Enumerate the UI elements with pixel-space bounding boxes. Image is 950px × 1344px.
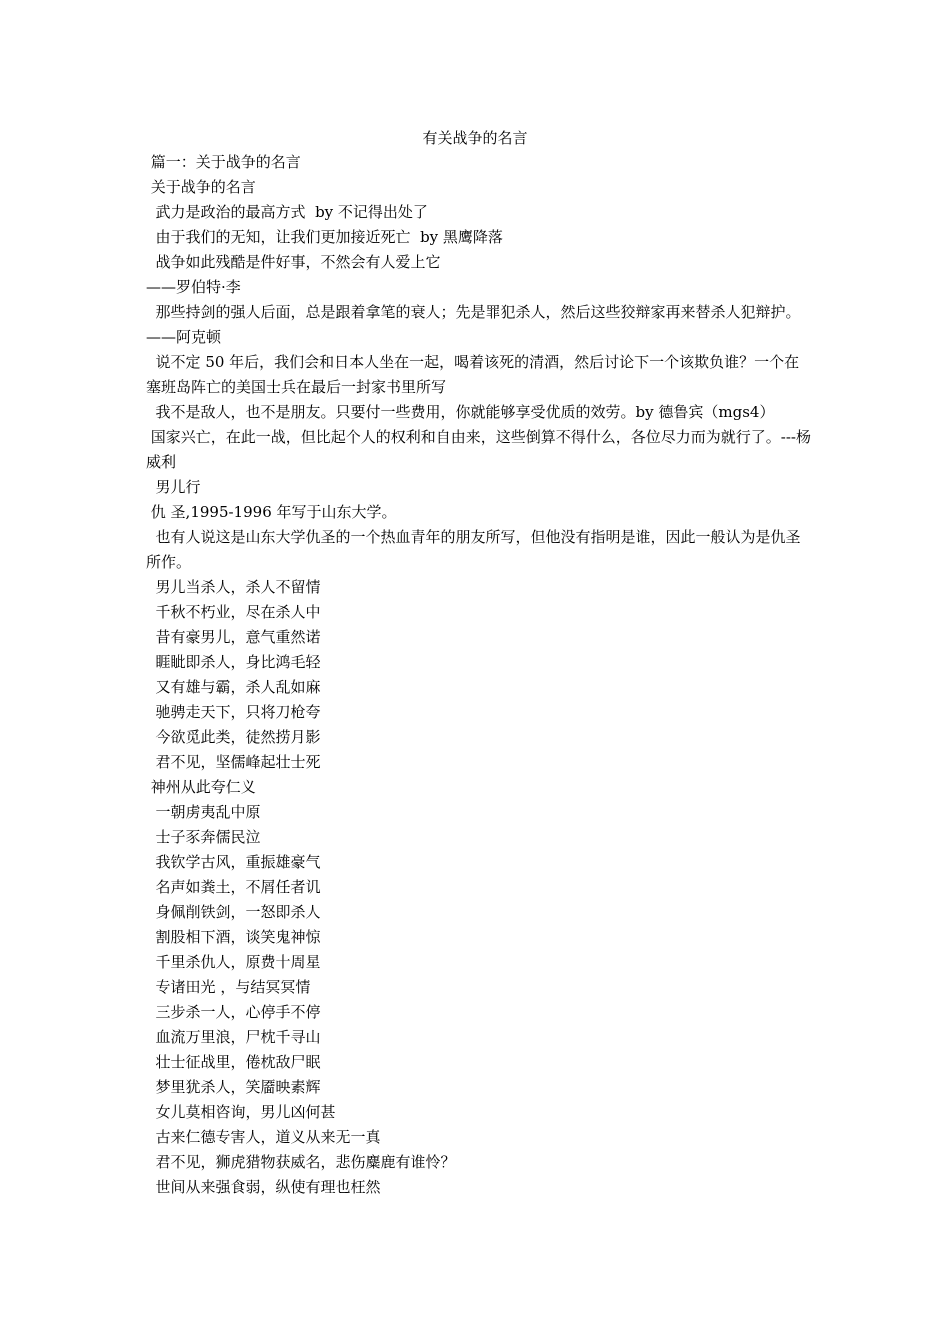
text-line: 昔有豪男儿，意气重然诺 — [146, 628, 321, 646]
text-line: 千里杀仇人，原费十周星 — [146, 953, 321, 971]
text-line: 士子豕奔儒民泣 — [146, 828, 261, 846]
text-line: 由于我们的无知，让我们更加接近死亡 by 黑鹰降落 — [146, 228, 503, 246]
text-line: 割股相下酒，谈笑鬼神惊 — [146, 928, 321, 946]
text-line: 睚眦即杀人，身比鸿毛轻 — [146, 653, 321, 671]
text-line: 男儿当杀人，杀人不留情 — [146, 578, 321, 596]
text-line: 专诸田光 ，与结冥冥情 — [146, 978, 311, 996]
text-line: 篇一：关于战争的名言 — [146, 153, 301, 171]
text-line: 梦里犹杀人，笑靥映素辉 — [146, 1078, 321, 1096]
text-line: ——罗伯特·李 — [146, 278, 241, 296]
text-line: 那些持剑的强人后面，总是跟着拿笔的衰人；先是罪犯杀人，然后这些狡辩家再来替杀人犯辩护。 ——阿克顿 — [146, 303, 806, 346]
text-line: 仇 圣,1995-1996 年写于山东大学。 — [146, 503, 397, 521]
text-line: 国家兴亡，在此一战，但比起个人的权利和自由来，这些倒算不得什么，各位尽力而为就行了。---杨威利 — [146, 428, 811, 471]
text-line: 女儿莫相咨询，男儿凶何甚 — [146, 1103, 336, 1121]
text-line: 世间从来强食弱，纵使有理也枉然 — [146, 1178, 381, 1196]
text-line: 又有雄与霸，杀人乱如麻 — [146, 678, 321, 696]
text-line: 神州从此夸仁义 — [146, 778, 256, 796]
text-line: 千秋不朽业，尽在杀人中 — [146, 603, 321, 621]
text-line: 武力是政治的最高方式 by 不记得出处了 — [146, 203, 428, 221]
text-line: 血流万里浪，尸枕千寻山 — [146, 1028, 321, 1046]
text-line: 也有人说这是山东大学仇圣的一个热血青年的朋友所写，但他没有指明是谁，因此一般认为是仇圣所作。 — [146, 528, 801, 571]
text-line: 我不是敌人，也不是朋友。只要付一些费用，你就能够享受优质的效劳。by 德鲁宾（mgs4） — [146, 403, 775, 421]
text-line: 壮士征战里，倦枕敌尸眠 — [146, 1053, 321, 1071]
text-line: 说不定 50 年后，我们会和日本人坐在一起，喝着该死的清酒，然后讨论下一个该欺负谁？一个在塞班岛阵亡的美国士兵在最后一封家书里所写 — [146, 353, 800, 396]
text-line: 君不见，狮虎猎物获威名，悲伤麋鹿有谁怜？ — [146, 1153, 456, 1171]
text-line: 驰骋走天下，只将刀枪夸 — [146, 703, 321, 721]
text-line: 一朝虏夷乱中原 — [146, 803, 261, 821]
text-line: 男儿行 — [146, 478, 201, 496]
text-line: 关于战争的名言 — [146, 178, 256, 196]
text-line: 名声如粪土，不屑任者讥 — [146, 878, 321, 896]
text-line: 君不见，坚儒峰起壮士死 — [146, 753, 321, 771]
text-line: 三步杀一人，心停手不停 — [146, 1003, 321, 1021]
text-line: 战争如此残酷是件好事，不然会有人爱上它 — [146, 253, 441, 271]
document-body — [146, 150, 814, 1200]
text-line: 古来仁德专害人，道义从来无一真 — [146, 1128, 381, 1146]
document-title: 有关战争的名言 — [422, 129, 528, 147]
text-line: 身佩削铁剑，一怒即杀人 — [146, 903, 321, 921]
text-line: 我钦学古风，重振雄豪气 — [146, 853, 321, 871]
text-line: 今欲觅此类，徒然捞月影 — [146, 728, 321, 746]
